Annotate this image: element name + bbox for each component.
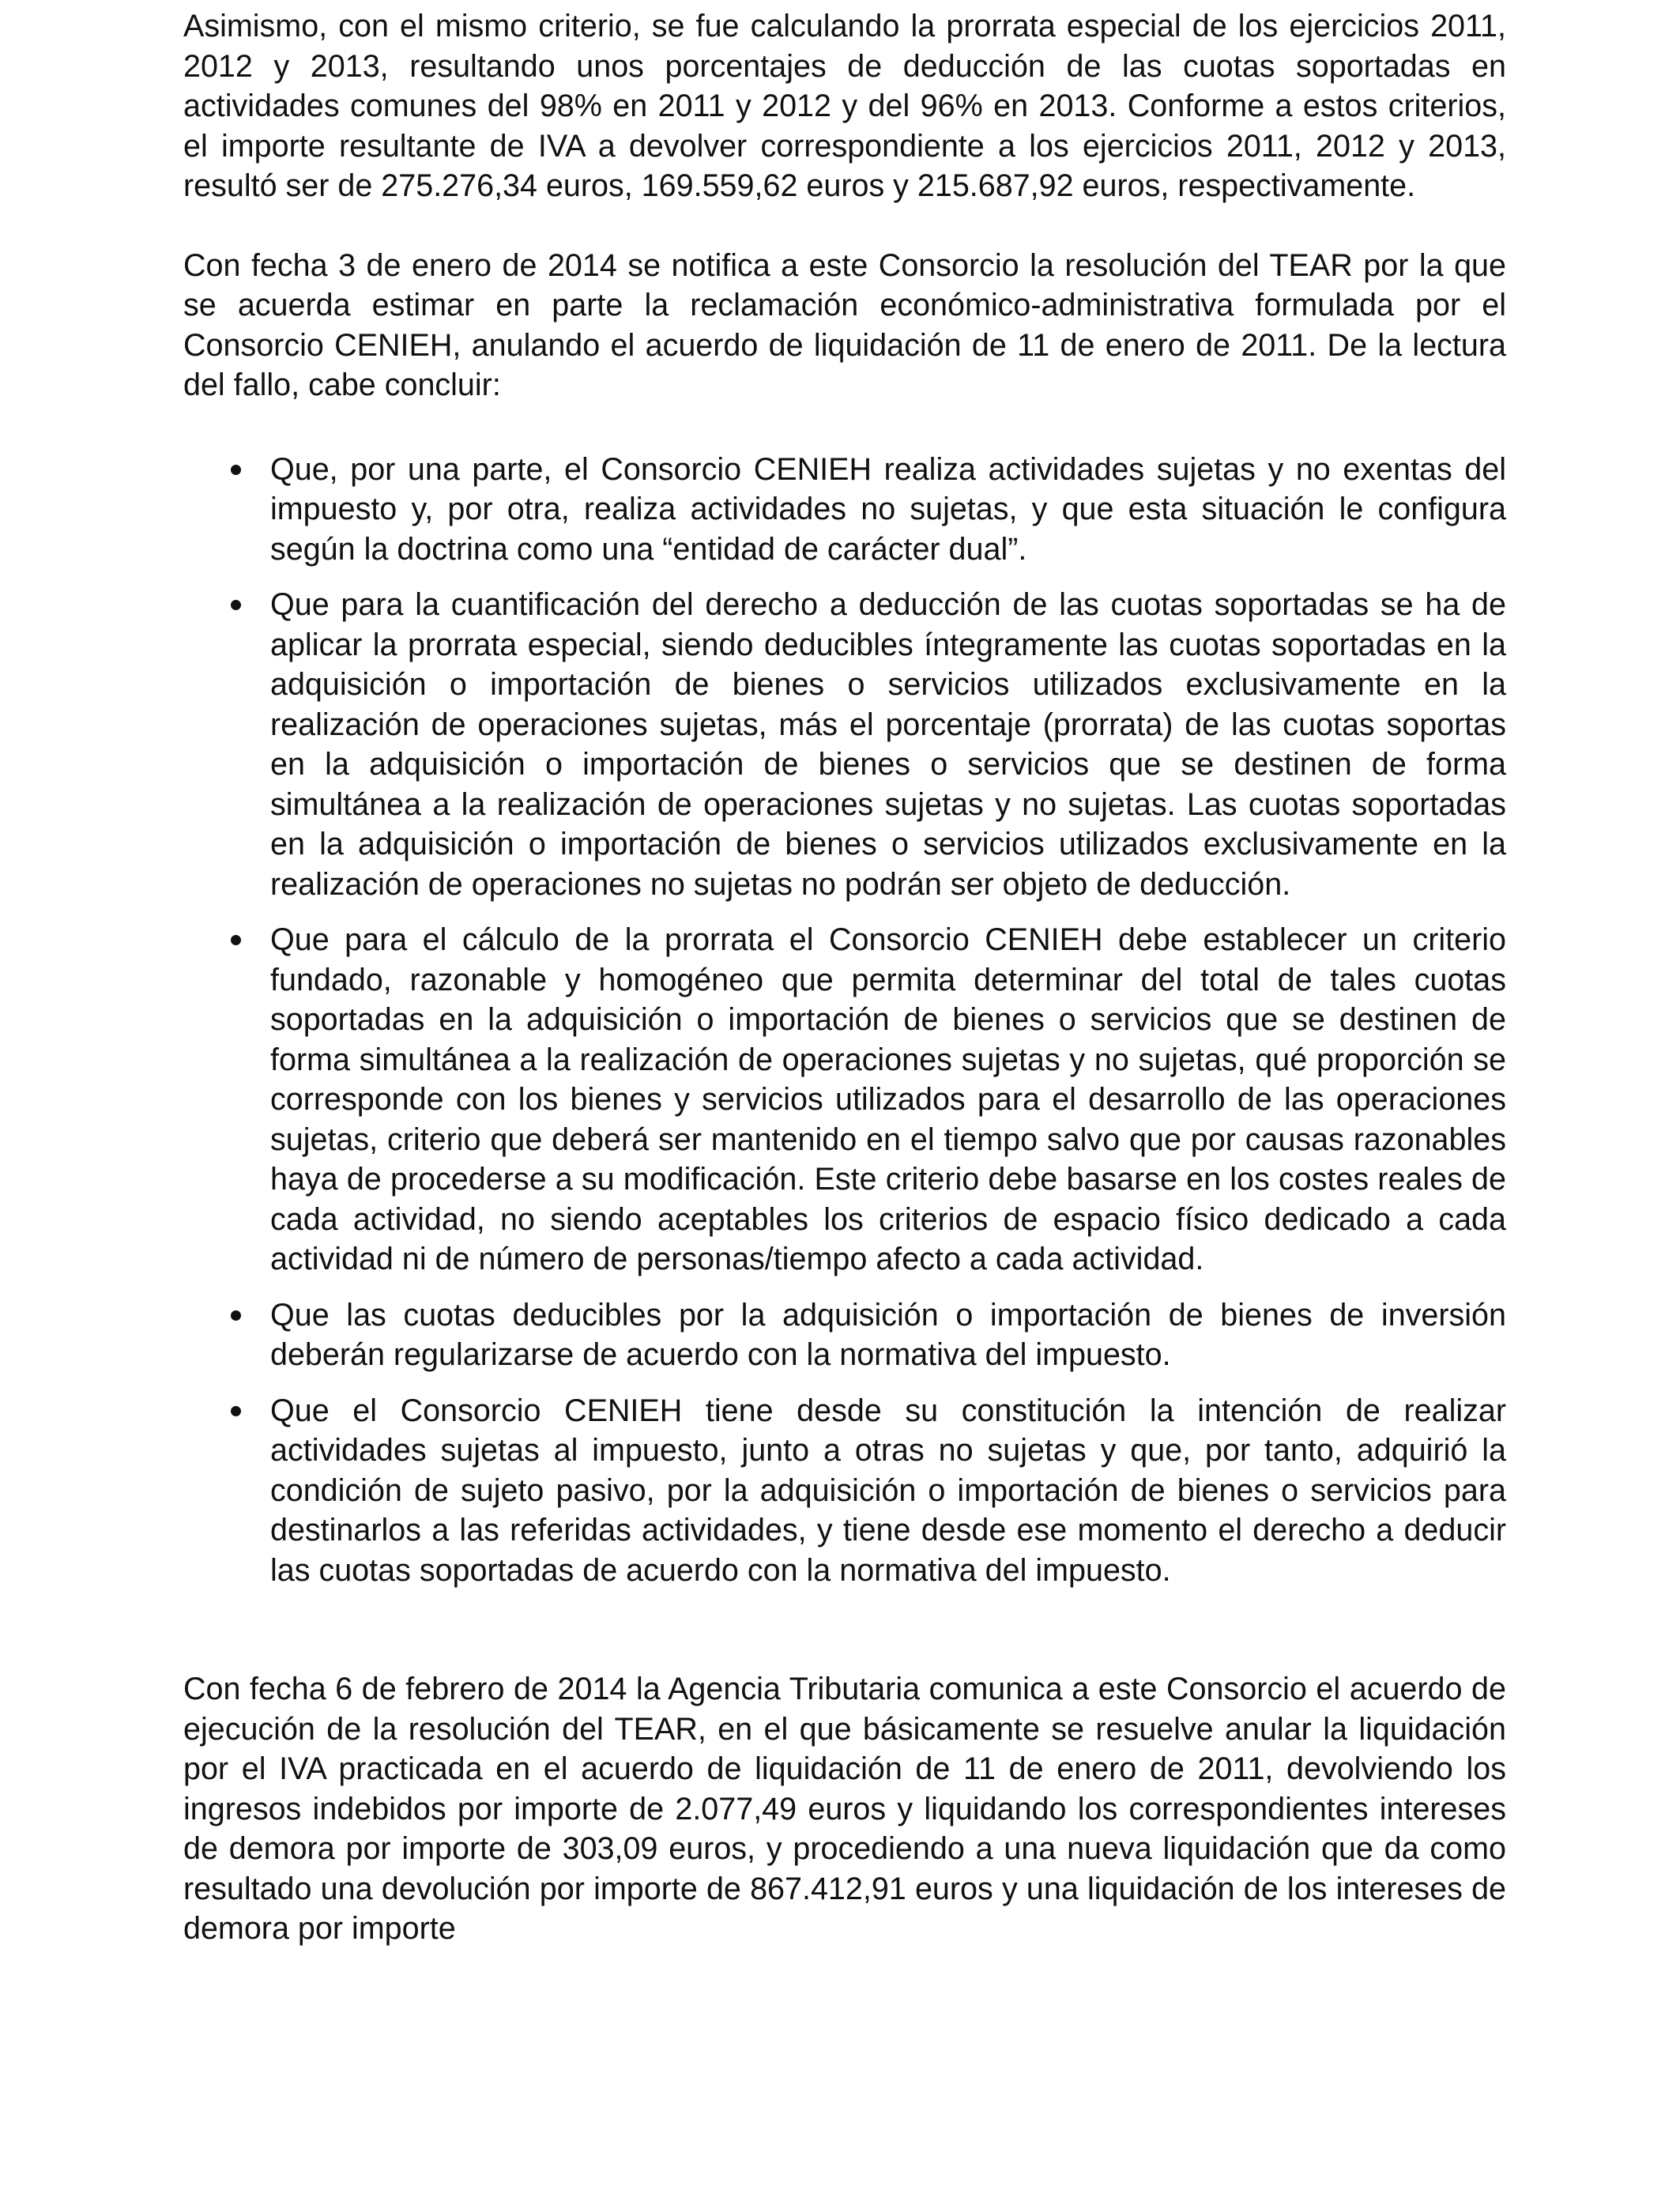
conclusions-list bbox=[183, 450, 1506, 1591]
bullet-dot-icon bbox=[231, 935, 241, 945]
paragraph-agencia-tributaria: Con fecha 6 de febrero de 2014 la Agencia Tributaria comunica a este Consorcio el acuerdo de ejecución de la resolución del TEAR, en el que básicamente se resuelve anular la liquidación por el IVA practicada en el acuerdo de liquidación de 11 de enero de 2011, devolviendo los ingresos indebidos por importe de 2.077,49 euros y liquidando los correspondientes intereses de demora por importe de 303,09 euros, y procediendo a una nueva liquidación que da como resultado una devolución por importe de 867.412,91 euros y una liquidación de los intereses de demora por importe bbox=[183, 1672, 1506, 1946]
list-item-text: Que para la cuantificación del derecho a deducción de las cuotas soportadas se ha de aplicar la prorrata especial, siendo deducibles íntegramente las cuotas soportadas en la adquisición o importación de bienes o servicios utilizados exclusivamente en la realización de operaciones sujetas, más el porcentaje (prorrata) de las cuotas soportas en la adquisición o importación de bienes o servicios que se destinen de forma simultánea a la realización de operaciones sujetas y no sujetas. Las cuotas soportadas en la adquisición o importación de bienes o servicios utilizados exclusivamente en la realización de operaciones no sujetas no podrán ser objeto de deducción. bbox=[270, 587, 1506, 902]
list-item-text: Que el Consorcio CENIEH tiene desde su constitución la intención de realizar actividades sujetas al impuesto, junto a otras no sujetas y que, por tanto, adquirió la condición de sujeto pasivo, por la adquisición o importación de bienes o servicios para destinarlos a las referidas actividades, y tiene desde ese momento el derecho a deducir las cuotas soportadas de acuerdo con la normativa del impuesto. bbox=[270, 1393, 1506, 1588]
paragraph-prorrata: Asimismo, con el mismo criterio, se fue calculando la prorrata especial de los ejercicios 2011, 2012 y 2013, resultando unos porcentajes de deducción de las cuotas soportadas en actividades comunes del 98% en 2011 y 2012 y del 96% en 2013. Conforme a estos criterios, el importe resultante de IVA a devolver correspondiente a los ejercicios 2011, 2012 y 2013, resultó ser de 275.276,34 euros, 169.559,62 euros y 215.687,92 euros, respectivamente. bbox=[183, 9, 1506, 203]
list-item bbox=[183, 585, 1506, 904]
list-item bbox=[183, 1391, 1506, 1591]
bullet-dot-icon bbox=[231, 1406, 241, 1416]
list-item-text: Que las cuotas deducibles por la adquisición o importación de bienes de inversión deberán regularizarse de acuerdo con la normativa del impuesto. bbox=[270, 1297, 1506, 1372]
bullet-dot-icon bbox=[231, 1310, 241, 1321]
list-item bbox=[183, 450, 1506, 570]
list-item bbox=[183, 1295, 1506, 1375]
list-item bbox=[183, 920, 1506, 1280]
list-item-text: Que para el cálculo de la prorrata el Consorcio CENIEH debe establecer un criterio fundado, razonable y homogéneo que permita determinar del total de tales cuotas soportadas en la adquisición o importación de bienes o servicios que se destinen de forma simultánea a la realización de operaciones sujetas y no sujetas, qué proporción se corresponde con los bienes y servicios utilizados para el desarrollo de las operaciones sujetas, criterio que deberá ser mantenido en el tiempo salvo que por causas razonables haya de procederse a su modificación. Este criterio debe basarse en los costes reales de cada actividad, no siendo aceptables los criterios de espacio físico dedicado a cada actividad ni de número de personas/tiempo afecto a cada actividad. bbox=[270, 922, 1506, 1276]
paragraph-tear-resolution: Con fecha 3 de enero de 2014 se notifica a este Consorcio la resolución del TEAR por la que se acuerda estimar en parte la reclamación económico-administrativa formulada por el Consorcio CENIEH, anulando el acuerdo de liquidación de 11 de enero de 2011. De la lectura del fallo, cabe concluir: bbox=[183, 247, 1506, 402]
bullet-dot-icon bbox=[231, 600, 241, 610]
bullet-dot-icon bbox=[231, 465, 241, 475]
document-page bbox=[183, 6, 1506, 1949]
list-item-text: Que, por una parte, el Consorcio CENIEH realiza actividades sujetas y no exentas del impuesto y, por otra, realiza actividades no sujetas, y que esta situación le configura según la doctrina como una “entidad de carácter dual”. bbox=[270, 451, 1506, 567]
